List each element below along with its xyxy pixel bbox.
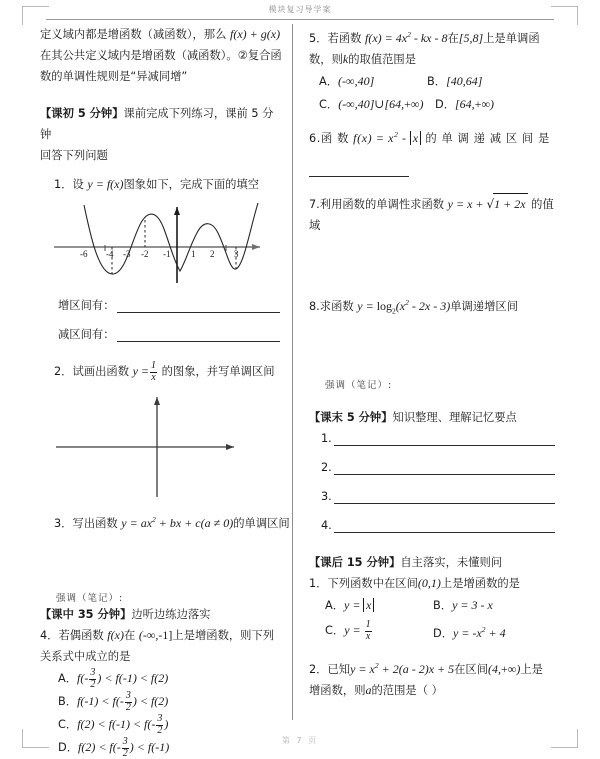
question-10-text-post: 上是 bbox=[520, 663, 543, 677]
question-9-options-row-2 bbox=[309, 617, 555, 647]
section-end-class-heading bbox=[309, 407, 555, 428]
question-2-math: y = $\frac{1}{x}$ bbox=[132, 360, 157, 383]
question-10-text-mid: 在区间 bbox=[454, 663, 489, 677]
question-1-text-pre: 设 bbox=[72, 178, 88, 191]
note-label-right: 强调（笔记）: bbox=[325, 380, 393, 392]
summary-item-4[interactable] bbox=[309, 515, 555, 536]
question-9-text-post: 上是增函数的是 bbox=[440, 577, 520, 591]
section-in-class-heading bbox=[40, 604, 280, 625]
question-5-stem bbox=[309, 24, 555, 49]
question-5-options-row-1 bbox=[309, 70, 555, 93]
question-4-option-b-expr: f(-1) < f(- $\frac{3}{2}$ ) < f(2) bbox=[77, 690, 169, 713]
question-5-option-d[interactable] bbox=[435, 93, 494, 116]
summary-item-2-number: 2. bbox=[321, 461, 332, 475]
question-10-line2-post: 的范围是（ ） bbox=[371, 684, 443, 698]
question-1-text-post: 图象如下，完成下面的填空 bbox=[123, 178, 260, 191]
question-5-option-c-letter: C． bbox=[319, 98, 339, 111]
note-label-left: 强调（笔记）: bbox=[56, 593, 124, 604]
left-column bbox=[40, 24, 292, 759]
question-4-math-f: f(x) bbox=[107, 628, 124, 642]
question-4-option-b[interactable] bbox=[40, 690, 280, 713]
question-9-option-a-letter: A． bbox=[325, 599, 345, 613]
question-4-number: 4． bbox=[40, 629, 59, 642]
x-tick-label-3: 3 bbox=[234, 249, 239, 259]
header-divider-rule bbox=[46, 19, 554, 20]
question-2-number: 2． bbox=[54, 365, 73, 378]
summary-item-2-line[interactable] bbox=[334, 474, 555, 475]
summary-item-4-number: 4. bbox=[321, 519, 332, 533]
question-10-variable-a: a bbox=[365, 683, 372, 698]
question-9-option-c[interactable] bbox=[325, 617, 433, 647]
summary-item-3-line[interactable] bbox=[334, 503, 555, 504]
page-footer-number: 第 7 页 bbox=[281, 736, 319, 745]
question-3-text-pre: 写出函数 bbox=[72, 517, 122, 530]
question-9-option-a-expr: y = x bbox=[344, 598, 374, 612]
question-9-option-d[interactable] bbox=[433, 617, 506, 647]
increase-interval-answer-line[interactable] bbox=[117, 312, 281, 313]
section-end-class-desc: 知识整理、理解记忆要点 bbox=[392, 411, 517, 425]
question-7-stem bbox=[309, 193, 555, 215]
section-in-class-desc: 边听边练边落实 bbox=[131, 608, 211, 621]
question-4-text-pre: 若偶函数 bbox=[58, 629, 108, 642]
question-5-option-c-expr: (-∞,40]∪[64,+∞) bbox=[338, 97, 424, 111]
question-1-math: y = f(x) bbox=[87, 177, 124, 191]
question-9-option-b-letter: B． bbox=[433, 599, 453, 613]
question-9-number: 1． bbox=[309, 577, 328, 591]
question-6-text-pre: 函 数 bbox=[320, 132, 354, 145]
question-3-stem bbox=[40, 509, 290, 534]
intro-line-3: 数的单调性规则是“异减同增” bbox=[40, 70, 188, 83]
question-7-math: y = x + √1 + 2x bbox=[448, 197, 528, 211]
question-10-text-pre: 已知 bbox=[327, 663, 351, 677]
question-5-option-b[interactable] bbox=[427, 70, 482, 93]
section-after-class-desc: 自主落实，未懂则问 bbox=[400, 556, 503, 570]
right-column bbox=[293, 24, 555, 720]
question-8-number: 8. bbox=[309, 300, 320, 313]
question-5-line2-post: 的取值范围是 bbox=[348, 53, 417, 66]
question-10-number: 2． bbox=[309, 663, 328, 677]
section-pre-class-label: 【课初 5 分钟】 bbox=[40, 107, 124, 120]
question-9-option-b[interactable] bbox=[433, 594, 493, 617]
question-9-option-d-expr: $y = -x^2 + 4$ bbox=[453, 625, 506, 641]
question-9-text: 下列函数中在区间 bbox=[327, 577, 418, 591]
x-tick-label-neg2: -2 bbox=[141, 249, 149, 259]
summary-item-3[interactable] bbox=[309, 486, 555, 507]
question-1-stem bbox=[40, 174, 280, 195]
question-4-option-a-letter: A． bbox=[58, 672, 78, 685]
question-10-stem bbox=[309, 655, 555, 680]
question-4-stem bbox=[40, 625, 280, 646]
intro-line-1 bbox=[40, 24, 280, 45]
question-5-option-b-expr: [40,64] bbox=[446, 74, 483, 88]
x-tick-label-neg1: -1 bbox=[163, 249, 171, 259]
summary-item-3-number: 3. bbox=[321, 490, 332, 504]
question-4-option-a-expr: f(- $\frac{3}{2}$ ) < f(-1) < f(2) bbox=[77, 667, 169, 690]
question-4-stem-line2: 关系式中成立的是 bbox=[40, 650, 131, 663]
decrease-interval-answer-line[interactable] bbox=[117, 341, 281, 342]
summary-item-1-line[interactable] bbox=[334, 445, 555, 446]
question-5-text-pre: 若函数 bbox=[327, 32, 365, 45]
question-6-number: 6. bbox=[309, 132, 321, 145]
question-9-interval: (0,1) bbox=[417, 576, 441, 591]
question-9-option-d-letter: D． bbox=[433, 627, 453, 641]
summary-item-4-line[interactable] bbox=[334, 532, 555, 533]
question-4-option-a[interactable] bbox=[40, 667, 280, 690]
function-graph-svg bbox=[46, 199, 276, 287]
question-1-graph-figure bbox=[46, 199, 276, 287]
summary-item-1[interactable] bbox=[309, 428, 555, 449]
question-9-option-b-expr: y = 3 - x bbox=[452, 598, 493, 613]
question-8-text-post: 单调递增区间 bbox=[450, 300, 518, 313]
question-2-text-post: 的图象，并写单调区间 bbox=[158, 365, 275, 378]
question-5-stem-line2 bbox=[309, 49, 555, 70]
section-in-class-label: 【课中 35 分钟】 bbox=[40, 608, 132, 621]
question-4-option-c-expr: f(2) < f(-1) < f(- $\frac{3}{2}$ ) bbox=[77, 713, 169, 736]
section-end-class-label: 【课末 5 分钟】 bbox=[309, 411, 393, 425]
question-5-options-row-2 bbox=[309, 93, 555, 116]
question-10-stem-line2 bbox=[309, 680, 555, 701]
x-tick-label-1: 1 bbox=[191, 249, 196, 259]
question-5-option-a[interactable] bbox=[319, 70, 427, 93]
question-8-text-pre: 求函数 bbox=[319, 300, 358, 313]
question-5-interval: [5,8] bbox=[458, 31, 484, 45]
question-5-option-c[interactable] bbox=[319, 93, 435, 116]
x-tick-label-neg3: -3 bbox=[123, 249, 131, 259]
x-tick-label-2: 2 bbox=[210, 249, 215, 259]
question-6-answer-line[interactable] bbox=[309, 157, 409, 177]
question-4-option-d-expr: f(2) < f(- $\frac{3}{2}$ ) < f(-1) bbox=[78, 736, 170, 759]
intro-line-2: 在其公共定义域内是增函数（减函数）。②复合函 bbox=[40, 49, 282, 62]
question-4-text-post: 上是增函数，则下列 bbox=[172, 629, 275, 642]
x-tick-label-neg6: -6 bbox=[80, 249, 88, 259]
question-5-option-a-letter: A． bbox=[319, 75, 339, 88]
page-header-title: 模块复习导学案 bbox=[268, 5, 332, 14]
question-5-variable-k: k bbox=[342, 52, 349, 66]
question-5-text-post: 上是单调函 bbox=[483, 32, 540, 45]
question-4-option-c-letter: C． bbox=[58, 718, 78, 731]
question-4-text-mid: 在 bbox=[123, 629, 139, 642]
question-5-option-a-expr: (-∞,40] bbox=[338, 74, 375, 88]
question-7-number: 7. bbox=[309, 198, 320, 211]
section-after-class-label: 【课后 15 分钟】 bbox=[309, 556, 401, 570]
increase-interval-label: 增区间有： bbox=[58, 299, 115, 312]
section-pre-class-heading bbox=[40, 103, 280, 145]
question-2-stem bbox=[40, 361, 280, 383]
blank-axes-svg bbox=[44, 389, 274, 501]
question-9-stem bbox=[309, 573, 555, 594]
question-6-answer-blank-wrap[interactable] bbox=[309, 149, 555, 177]
question-6-stem bbox=[309, 124, 555, 149]
question-10-interval: (4,+∞) bbox=[488, 662, 521, 677]
section-pre-class-desc: 课前完成下列练习，课前 5 分钟 bbox=[40, 107, 274, 141]
decrease-interval-blank-row[interactable] bbox=[40, 324, 280, 345]
increase-interval-blank-row[interactable] bbox=[40, 295, 280, 316]
question-10-line2-pre: 增函数，则 bbox=[309, 684, 366, 698]
intro-line-1-math: f(x) + g(x) bbox=[230, 27, 281, 41]
question-6-math: $f(x) = x^2 - x$ bbox=[353, 131, 421, 145]
x-tick-label-neg4: -4 bbox=[106, 249, 114, 259]
question-7-text-pre: 利用函数的单调性求函数 bbox=[319, 198, 448, 211]
question-8-math: $y = \log_2(x^2 - 2x - 3)$ bbox=[357, 298, 451, 316]
question-5-option-d-letter: D． bbox=[435, 98, 455, 111]
question-1-number: 1． bbox=[54, 178, 73, 191]
question-3-number: 3． bbox=[54, 517, 73, 530]
question-5-option-b-letter: B． bbox=[427, 75, 447, 88]
question-3-math: $y = ax^2$ + bx + c(a ≠ 0) bbox=[121, 515, 234, 530]
question-8-stem bbox=[309, 292, 555, 321]
question-7-text-post: 的值 bbox=[527, 198, 554, 211]
summary-item-1-number: 1. bbox=[321, 432, 332, 446]
question-4-option-c[interactable] bbox=[40, 713, 280, 736]
summary-item-2[interactable] bbox=[309, 457, 555, 478]
question-7-stem-line2: 域 bbox=[309, 219, 321, 232]
question-5-text-mid: 在 bbox=[447, 32, 459, 45]
question-5-math: $f(x) = 4x^2$ - kx - 8 bbox=[364, 30, 448, 45]
question-9-option-c-expr: y = $\frac{1}{x}$ bbox=[344, 619, 371, 642]
question-2-text-pre: 试画出函数 bbox=[72, 365, 133, 378]
question-3-text-post: 的单调区间 bbox=[233, 517, 290, 530]
section-pre-class-heading-line2: 回答下列问题 bbox=[40, 149, 108, 162]
question-6-text-post: 的 单 调 递 减 区 间 是 bbox=[421, 132, 550, 145]
question-5-number: 5． bbox=[309, 32, 328, 45]
question-5-option-d-expr: [64,+∞) bbox=[455, 97, 494, 111]
question-9-option-a[interactable] bbox=[325, 594, 433, 617]
section-after-class-heading bbox=[309, 552, 555, 573]
question-10-math: $y = x^2 + 2(a - 2)x + 5$ bbox=[350, 661, 455, 677]
question-5-line2-pre: 数，则 bbox=[309, 53, 343, 66]
question-4-option-d-letter: D． bbox=[58, 741, 78, 754]
question-2-blank-axes-figure bbox=[44, 389, 274, 501]
question-9-option-c-letter: C． bbox=[325, 624, 345, 638]
question-9-options-row-1 bbox=[309, 594, 555, 617]
decrease-interval-label: 减区间有： bbox=[58, 328, 115, 341]
question-4-option-b-letter: B． bbox=[58, 695, 78, 708]
question-4-interval: (-∞,-1] bbox=[138, 628, 173, 642]
intro-line-1-text: 定义域内都是增函数（减函数），那么 bbox=[40, 28, 230, 41]
